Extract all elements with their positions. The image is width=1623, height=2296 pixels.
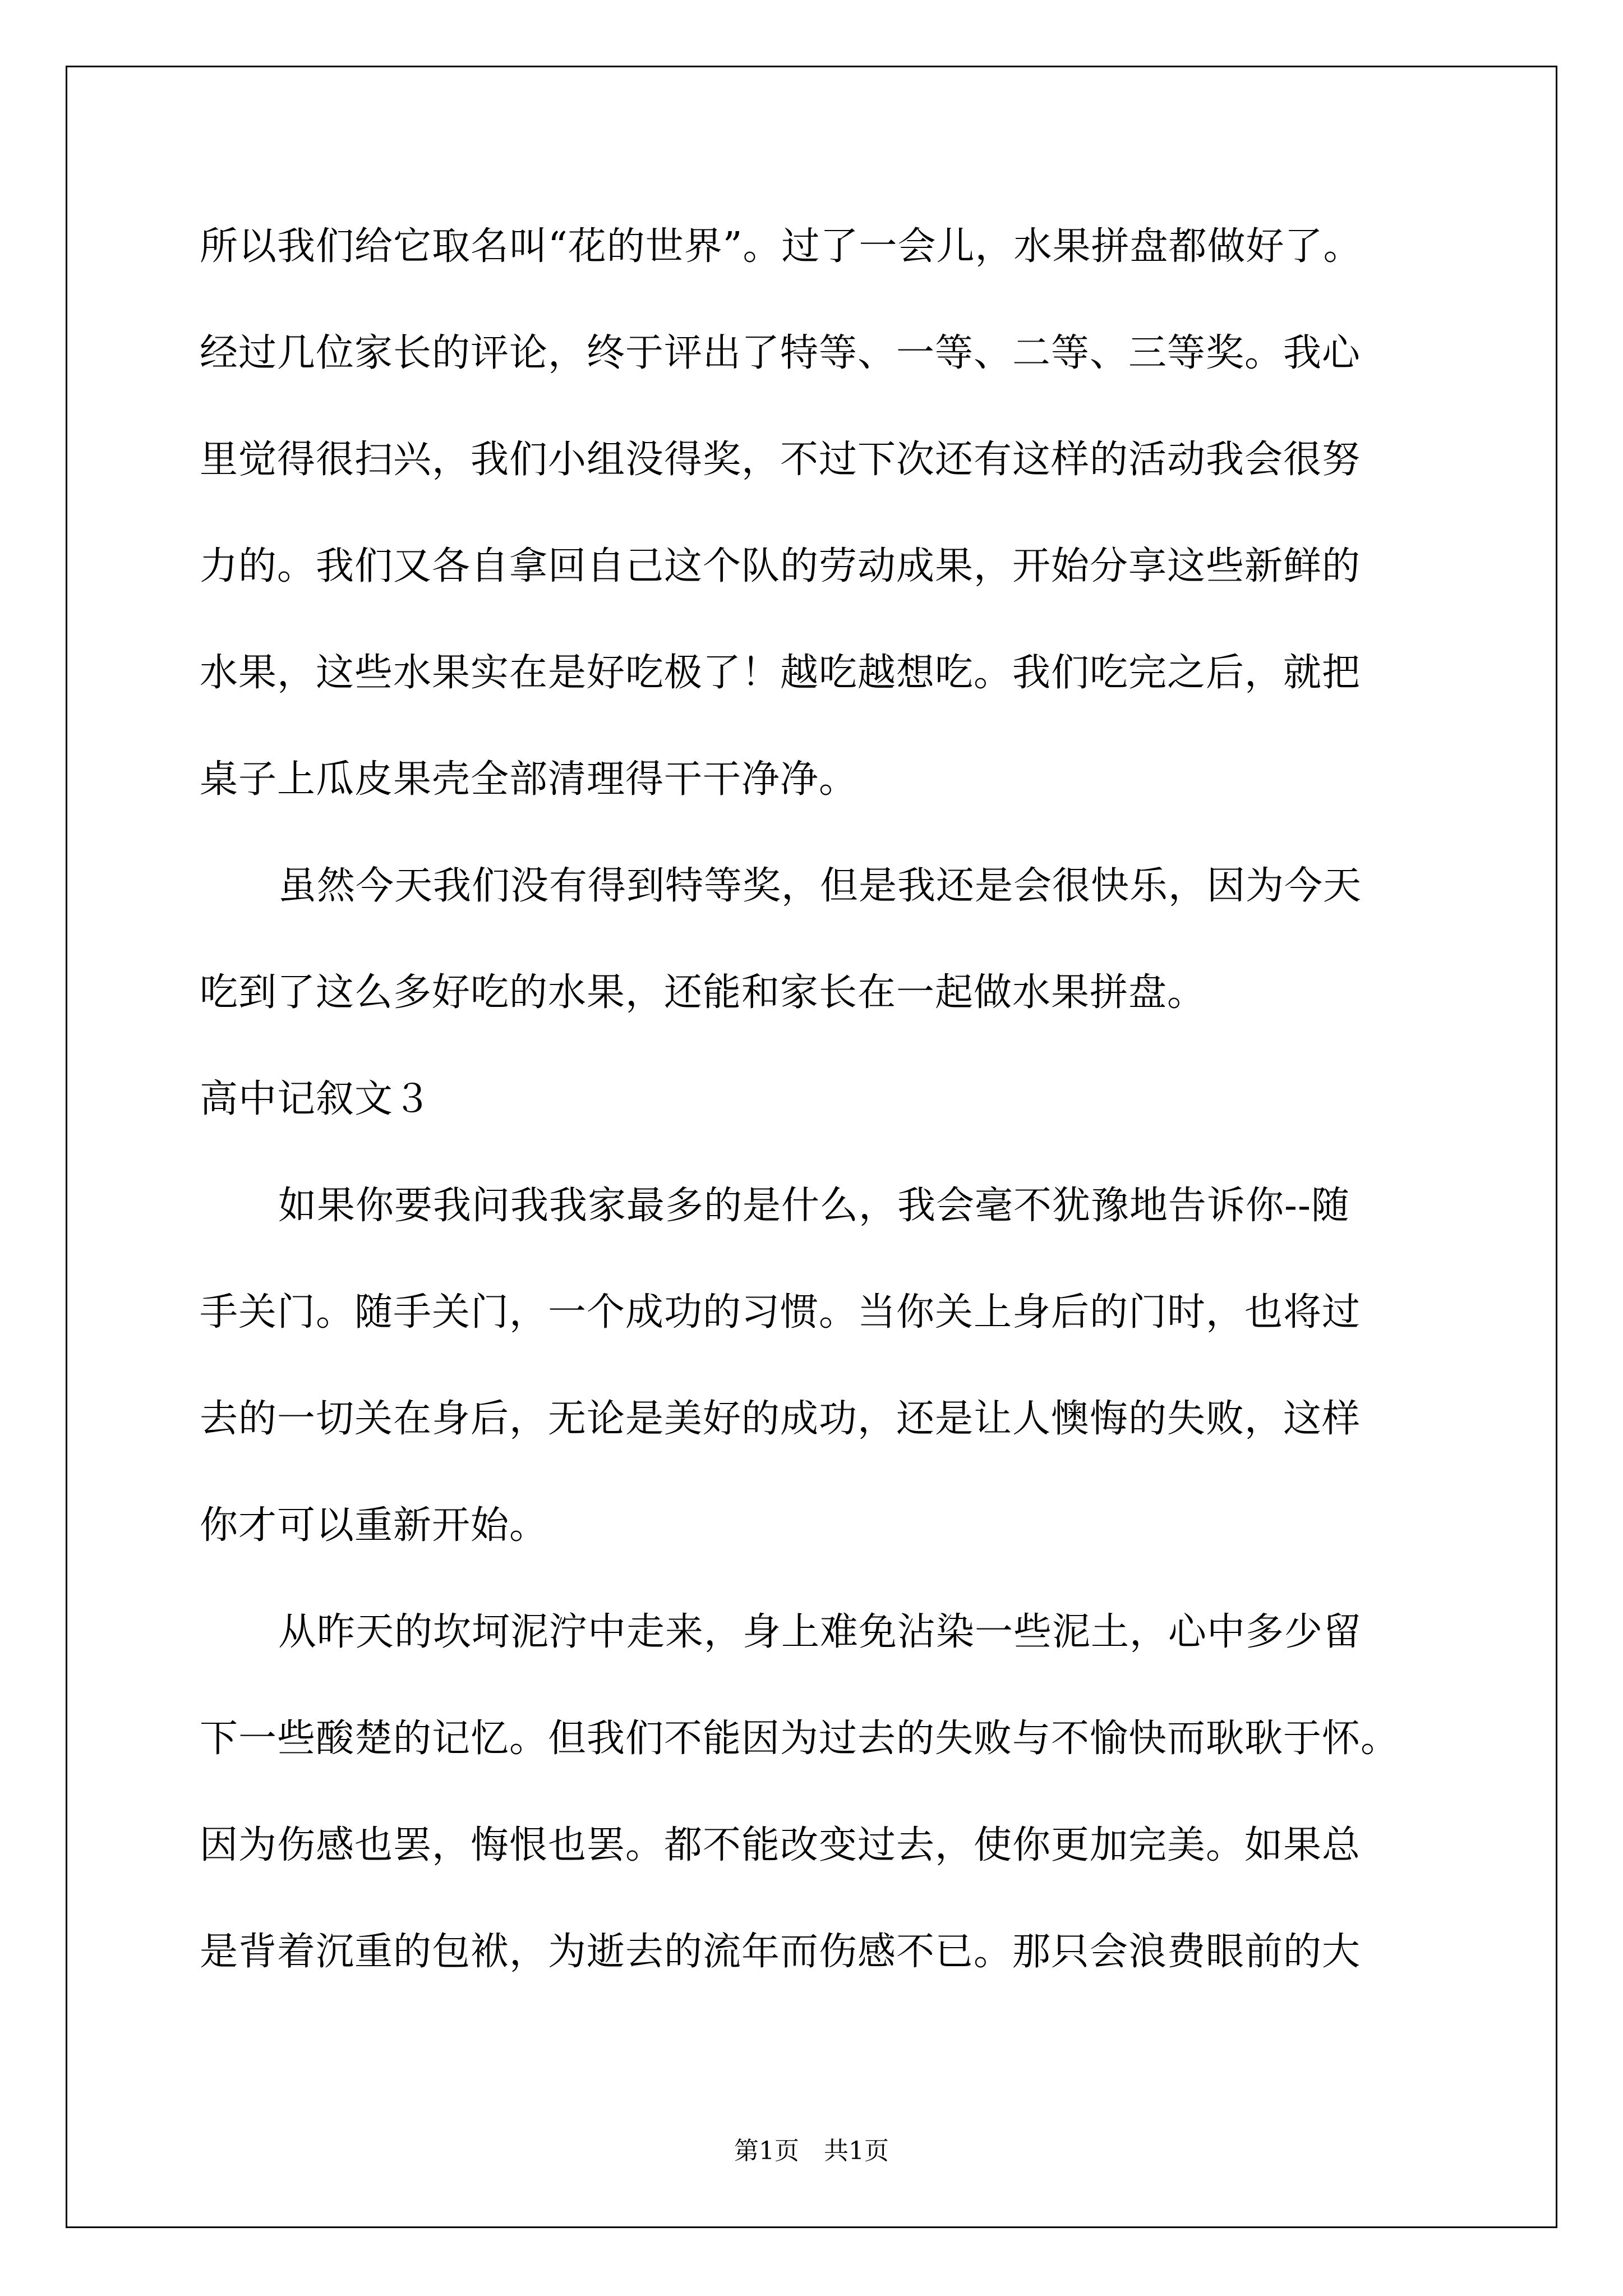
text-line-3: 里觉得很扫兴，我们小组没得奖，不过下次还有这样的活动我会很努	[200, 438, 1361, 482]
text-line-1: 所以我们给它取名叫“花的世界”。过了一会儿，水果拼盘都做好了。	[200, 224, 1362, 269]
text-line-5: 水果，这些水果实在是好吃极了！越吃越想吃。我们吃完之后，就把	[200, 651, 1361, 695]
text-line-16: 因为伤感也罢，悔恨也罢。都不能改变过去，使你更加完美。如果总	[200, 1823, 1361, 1867]
text-line-17: 是背着沉重的包袱，为逝去的流年而伤感不已。那只会浪费眼前的大	[200, 1930, 1361, 1974]
section-heading: 高中记叙文３	[200, 1077, 432, 1121]
text-line-12: 去的一切关在身后，无论是美好的成功，还是让人懊悔的失败，这样	[200, 1397, 1361, 1441]
page-footer: 第1页 共1页	[734, 2137, 889, 2165]
document-body	[200, 194, 1422, 2005]
text-line-2: 经过几位家长的评论，终于评出了特等、一等、二等、三等奖。我心	[200, 331, 1361, 375]
text-line-13: 你才可以重新开始。	[200, 1503, 548, 1548]
text-line-4: 力的。我们又各自拿回自己这个队的劳动成果，开始分享这些新鲜的	[200, 544, 1361, 588]
text-line-8: 吃到了这么多好吃的水果，还能和家长在一起做水果拼盘。	[200, 970, 1206, 1015]
text-line-7: 虽然今天我们没有得到特等奖，但是我还是会很快乐，因为今天	[278, 864, 1362, 908]
text-line-14: 从昨天的坎坷泥泞中走来，身上难免沾染一些泥土，心中多少留	[278, 1610, 1362, 1654]
text-line-15: 下一些酸楚的记忆。但我们不能因为过去的失败与不愉快而耿耿于怀。	[200, 1717, 1400, 1761]
text-line-11: 手关门。随手关门，一个成功的习惯。当你关上身后的门时，也将过	[200, 1290, 1361, 1335]
text-line-10: 如果你要我问我我家最多的是什么，我会毫不犹豫地告诉你--随	[278, 1184, 1350, 1228]
text-line-6: 桌子上瓜皮果壳全部清理得干干净净。	[200, 757, 858, 802]
